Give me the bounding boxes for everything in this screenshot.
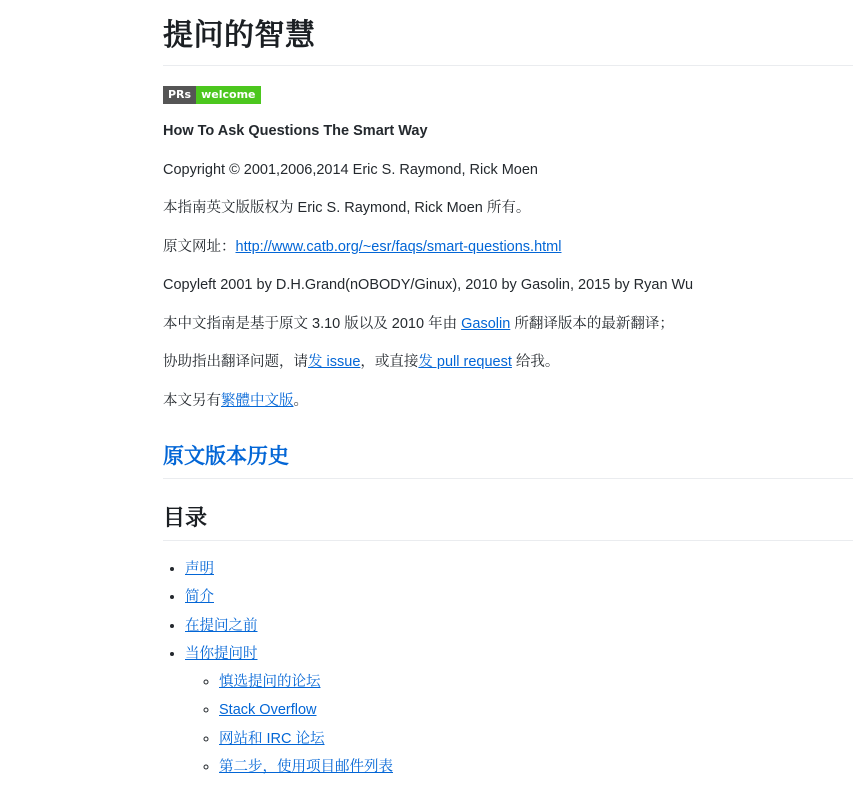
list-item — [219, 696, 853, 724]
list-item — [219, 725, 853, 753]
traditional-chinese-line — [163, 390, 853, 412]
help-text-part1: 协助指出翻译问题，请 — [163, 354, 308, 371]
prs-welcome-badge[interactable] — [163, 86, 853, 104]
pull-request-link[interactable]: 发 pull request — [418, 354, 512, 371]
english-subtitle: How To Ask Questions The Smart Way — [163, 123, 428, 140]
toc-link-before-asking[interactable]: 在提问之前 — [185, 617, 258, 634]
badge-left-label: PRs — [163, 86, 196, 104]
toc-link-choose-forum[interactable]: 慎选提问的论坛 — [219, 674, 321, 691]
toc-link-web-irc-forums[interactable]: 网站和 IRC 论坛 — [219, 730, 325, 747]
toc-link-when-you-ask[interactable]: 当你提问时 — [185, 645, 258, 662]
list-item — [185, 555, 853, 583]
document-content — [163, 0, 853, 781]
badge[interactable] — [163, 86, 261, 104]
list-item — [185, 640, 853, 781]
copyright-line: Copyright © 2001,2006,2014 Eric S. Raymond, Rick Moen — [163, 161, 538, 178]
toc-link-stack-overflow[interactable]: Stack Overflow — [219, 702, 317, 719]
translation-line — [163, 313, 853, 335]
traditional-text-part1: 本文另有 — [163, 392, 221, 409]
toc-link-declaration[interactable]: 声明 — [185, 560, 214, 577]
history-heading[interactable] — [163, 440, 853, 479]
help-text-part3: 给我。 — [511, 354, 560, 371]
toc-list — [163, 555, 853, 781]
badge-right-label: welcome — [196, 86, 260, 104]
source-url-line — [163, 236, 853, 258]
help-line — [163, 351, 853, 373]
copyleft-line: Copyleft 2001 by D.H.Grand(nOBODY/Ginux), 2010 by Gasolin, 2015 by Ryan Wu — [163, 277, 694, 294]
translation-text-part1: 本中文指南是基于原文 3.10 版以及 2010 年由 — [163, 315, 462, 332]
list-item — [185, 612, 853, 640]
list-item — [219, 753, 853, 781]
toc-link-introduction[interactable]: 简介 — [185, 589, 214, 606]
toc-link-mailing-list[interactable]: 第二步，使用项目邮件列表 — [219, 758, 393, 775]
page-title: 提问的智慧 — [163, 0, 853, 66]
help-text-part2: ，或直接 — [360, 354, 419, 371]
toc-sublist — [185, 668, 853, 781]
issue-link[interactable]: 发 issue — [308, 354, 361, 371]
list-item — [219, 668, 853, 696]
source-url-link[interactable]: http://www.catb.org/~esr/faqs/smart-questions.html — [235, 238, 562, 255]
toc-heading: 目录 — [163, 501, 853, 541]
source-url-label: 原文网址： — [163, 238, 236, 255]
rights-line: 本指南英文版版权为 Eric S. Raymond, Rick Moen 所有。 — [163, 200, 531, 217]
history-heading-link[interactable]: 原文版本历史 — [163, 444, 289, 468]
translation-text-part2: 所翻译版本的最新翻译； — [510, 315, 674, 332]
traditional-chinese-link[interactable]: 繁體中文版 — [221, 392, 294, 409]
traditional-text-part2: 。 — [293, 392, 308, 409]
list-item — [185, 583, 853, 611]
gasolin-link[interactable]: Gasolin — [461, 315, 511, 332]
